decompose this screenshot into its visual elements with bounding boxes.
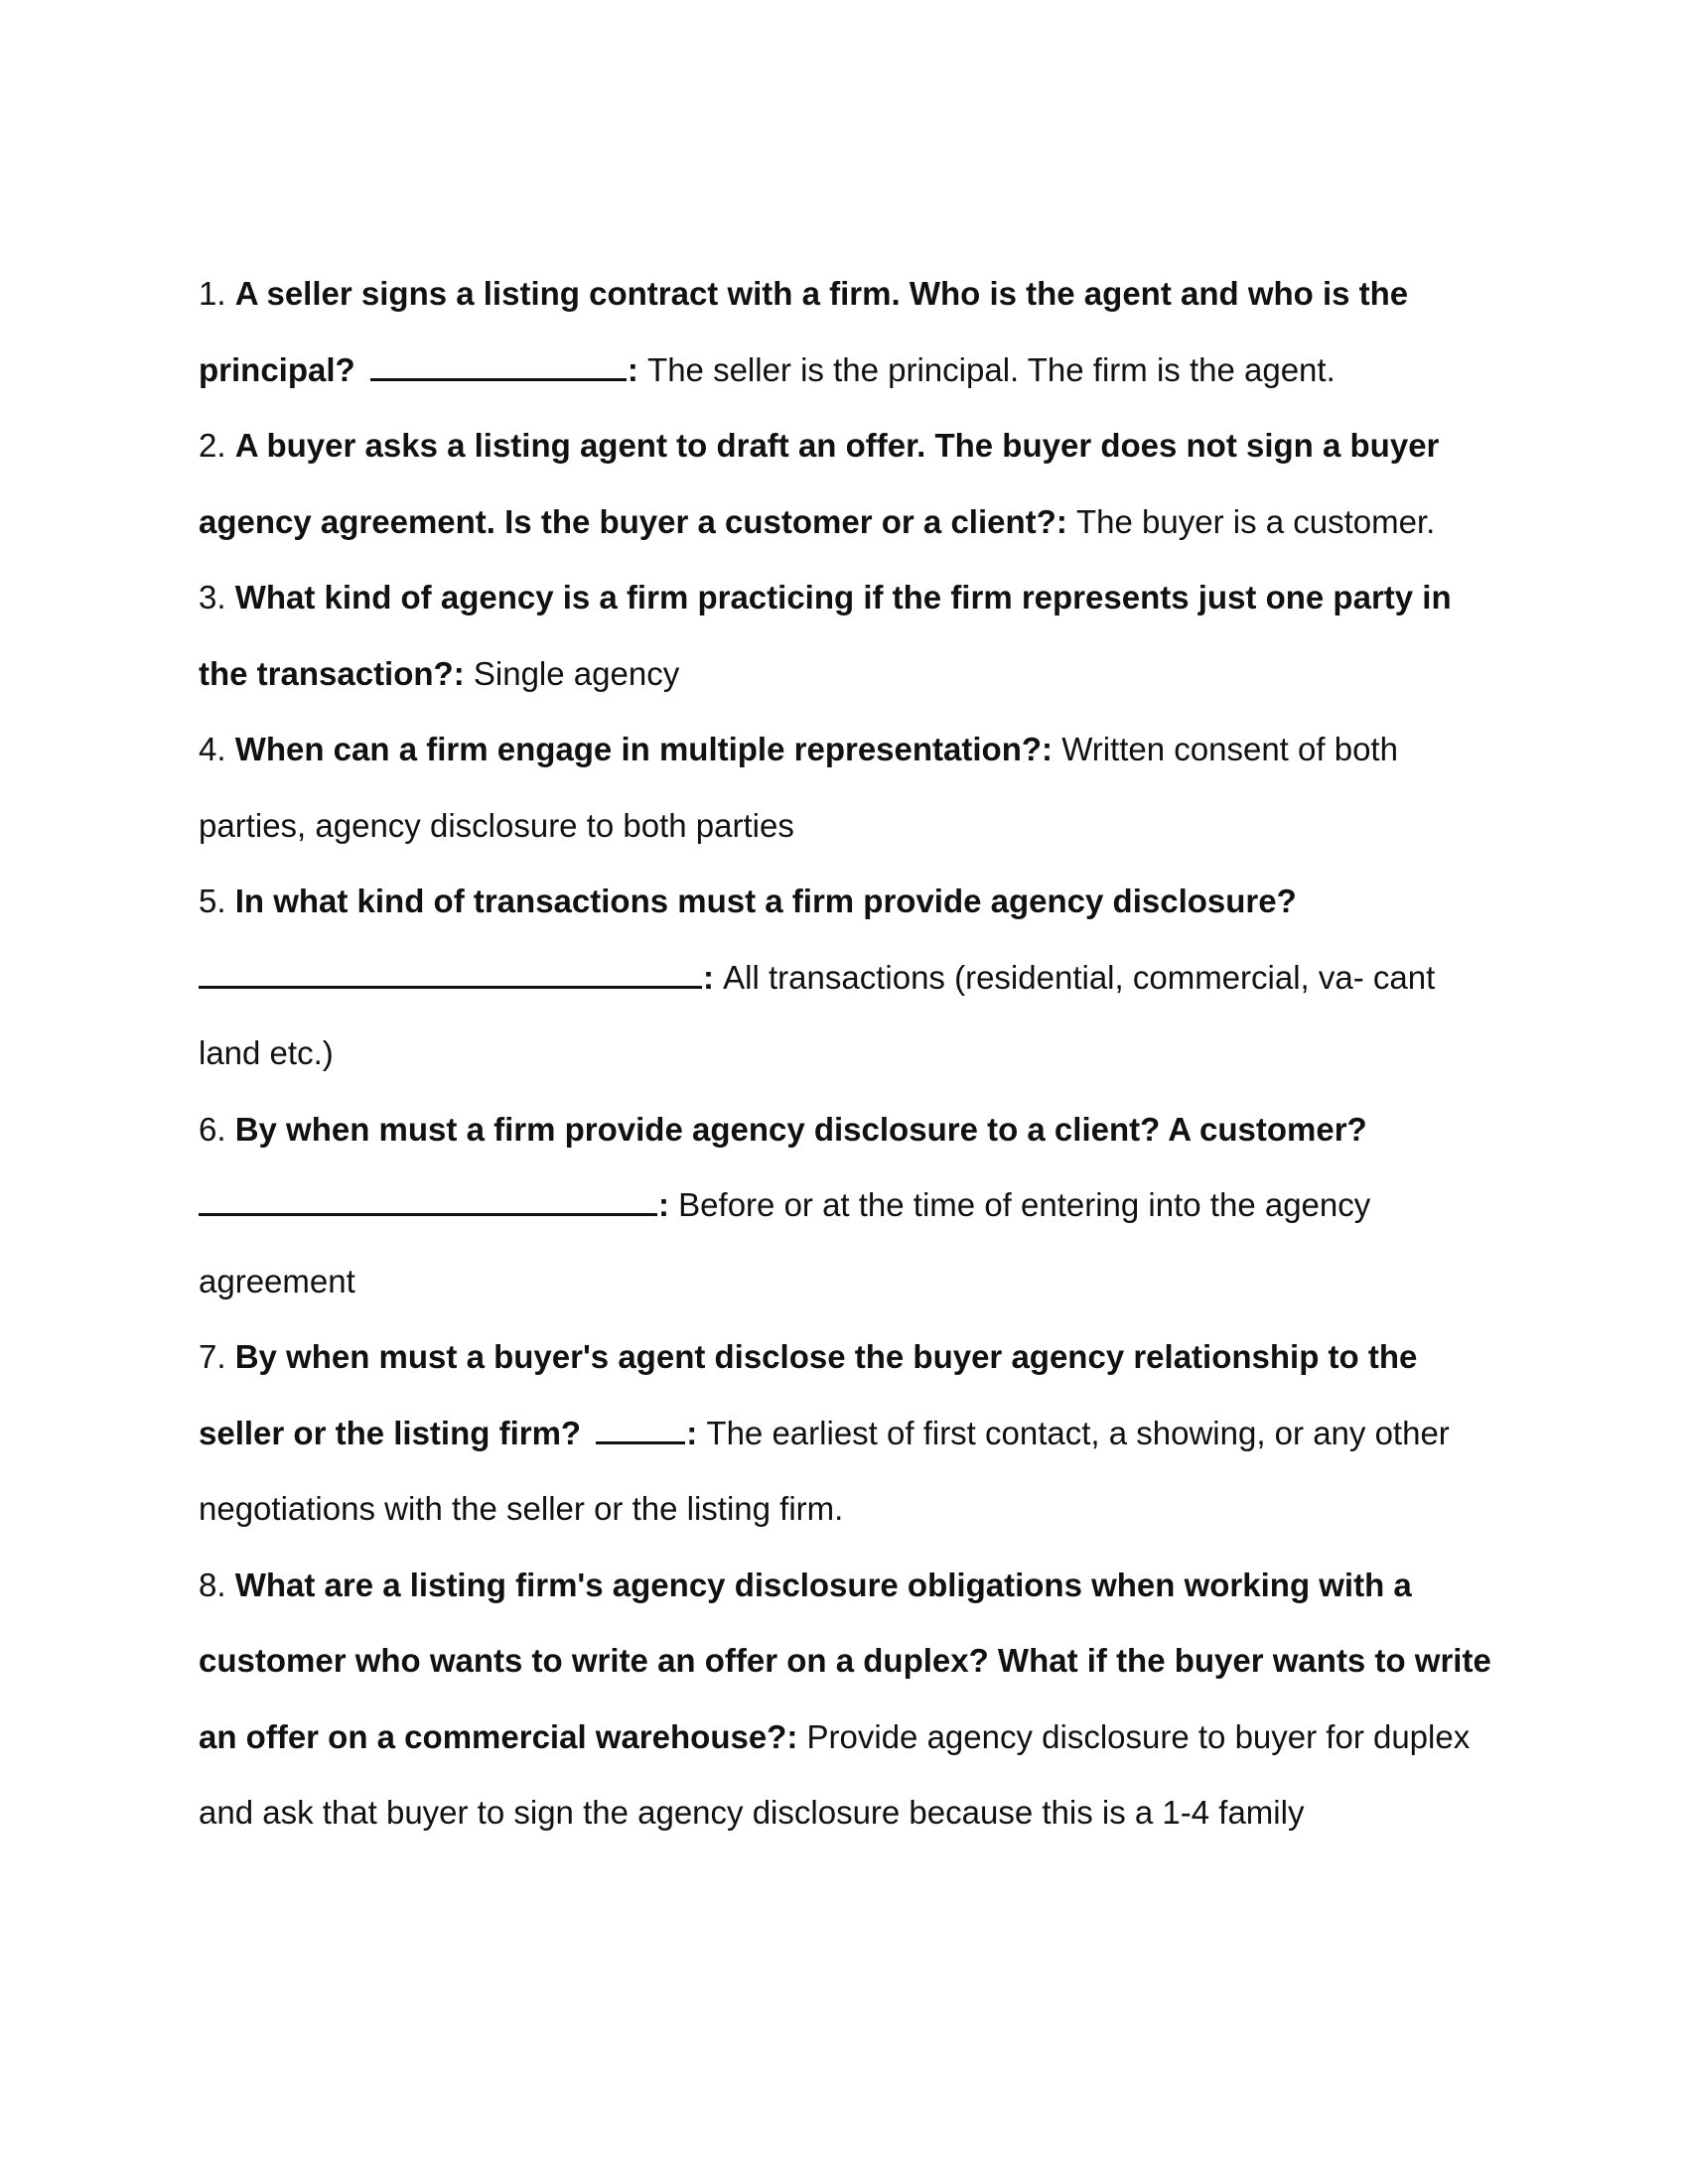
question-text: When can a firm engage in multiple representation? [234, 731, 1043, 767]
question-text: A buyer asks a listing agent to draft an offer. The buyer does not sign a buyer agency agreement. Is the buyer a customer or a client? [199, 427, 1440, 540]
qa-item-2 [199, 408, 1499, 560]
item-number: 8. [199, 1566, 235, 1603]
qa-item-6 [199, 1092, 1499, 1320]
qa-item-5 [199, 864, 1499, 1092]
question-text: In what kind of transactions must a firm provide agency disclosure? [234, 883, 1297, 919]
separator: : [627, 350, 648, 388]
document-page [199, 256, 1499, 1851]
question-text: By when must a buyer's agent disclose the buyer agency relationship to the seller or the listing firm? [199, 1338, 1418, 1451]
question-text: What kind of agency is a firm practicing if the firm represents just one party in the transaction? [199, 579, 1452, 692]
qa-item-3 [199, 560, 1499, 712]
separator: : [453, 654, 474, 692]
answer-blank [199, 1183, 657, 1216]
qa-item-7 [199, 1319, 1499, 1548]
qa-item-8 [199, 1548, 1499, 1851]
question-text: A seller signs a listing contract with a firm. Who is the agent and who is the principal? [199, 275, 1409, 388]
answer-blank [199, 956, 702, 989]
item-number: 6. [199, 1110, 235, 1148]
separator: : [703, 958, 724, 996]
item-number: 7. [199, 1338, 235, 1375]
answer-text: Single agency [473, 654, 680, 692]
answer-text: The seller is the principal. The firm is the agent. [647, 350, 1336, 388]
item-number: 3. [199, 579, 235, 615]
answer-blank [596, 1412, 685, 1444]
separator: : [686, 1414, 707, 1451]
separator: : [786, 1717, 807, 1755]
answer-text: All transactions (residential, commercial, va- cant land etc.) [199, 958, 1436, 1071]
separator: : [658, 1186, 679, 1223]
item-number: 1. [199, 275, 235, 312]
qa-item-1 [199, 256, 1499, 408]
answer-blank [370, 348, 627, 381]
question-text: By when must a firm provide agency disclosure to a client? A customer? [234, 1110, 1367, 1148]
answer-text: Provide agency disclosure to buyer for duplex and ask that buyer to sign the agency disclosure because this is a 1-4 family [199, 1717, 1471, 1831]
item-number: 5. [199, 883, 235, 919]
answer-text: Written consent of both parties, agency disclosure to both parties [199, 731, 1398, 844]
answer-text: The buyer is a customer. [1075, 502, 1436, 540]
item-number: 2. [199, 427, 235, 464]
separator: : [1042, 731, 1062, 767]
answer-text: The earliest of first contact, a showing, or any other negotiations with the seller or the listing firm. [199, 1414, 1450, 1527]
answer-text: Before or at the time of entering into the agency agreement [199, 1186, 1371, 1299]
qa-item-4 [199, 712, 1499, 864]
question-text: What are a listing firm's agency disclosure obligations when working with a customer who wants to write an offer on a duplex? What if the buyer wants to write an offer on a commercial warehouse? [199, 1566, 1491, 1755]
item-number: 4. [199, 731, 235, 767]
separator: : [1055, 502, 1076, 540]
